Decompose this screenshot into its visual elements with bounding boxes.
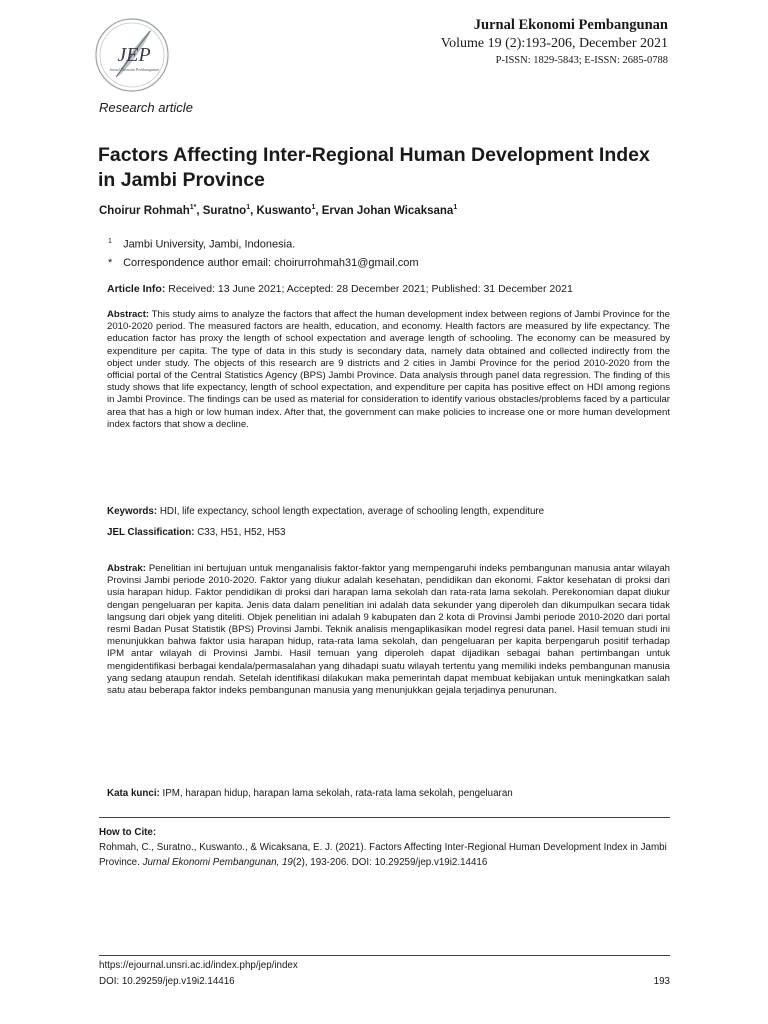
author-affiliation-mark: 1* [189, 204, 197, 211]
jel-classification: JEL Classification: C33, H51, H52, H53 [107, 527, 286, 538]
footer-doi: DOI: 10.29259/jep.v19i2.14416 [99, 976, 235, 987]
citation-text: Rohmah, C., Suratno., Kuswanto., & Wicaksana, E. J. (2021). Factors Affecting Inter-Regional Human Development Index in Jambi Province. Jurnal Ekonomi Pembangunan, 19(2), 193-206. DOI: 10.29259/jep.v19i2.14416 [99, 842, 667, 868]
abstract-indonesian: Abstrak: Penelitian ini bertujuan untuk menganalisis faktor-faktor yang mempengaruhi indeks pembangunan manusia antar wilayah Provinsi Jambi periode 2010-2020. Faktor yang diukur adalah kesehatan, pendidikan dan ekonomi. Faktor kesehatan di proksi dari usia harapan hidup. Faktor pendidikan di proksi dari harapan lama sekolah dan rata-rata lama sekolah. Perekonomian dapat diukur dengan pengeluaran per kapita. Jenis data dalam penelitian ini adalah data sekunder yang diperoleh dan dikumpulkan secara tidak langsung dari objek yang diteliti. Objek penelitian ini adalah 9 kabupaten dan 2 kota di Provinsi Jambi periode 2010-2020 dari portal resmi Badan Pusat Statistik (BPS) Provinsi Jambi. Teknik analisis mengaplikasikan model regresi data panel. Hasil temuan studi ini menunjukkan bahwa faktor usia harapan hidup, rata-rata lama sekolah, dan pengeluaran per kapita berpengaruh positif terhadap IPM antar wilayah di Provinsi Jambi. Hasil temuan yang diperoleh dapat dijadikan sebagai bahan pertimbangan untuk mengidentifikasi berbagai kendala/permasalahan yang dihadapi suatu wilayah tertentu yang memiliki indeks pembangunan manusia yang sedang ataupun rendah. Setelah identifikasi dilakukan maka pemerintah dapat membuat kebijakan untuk meningkatkan salah satu atau beberapa faktor indeks pembangunan manusia yang menunjukkan gejala terjadinya penurunan. [107, 563, 670, 697]
journal-url-link[interactable]: https://ejournal.unsri.ac.id/index.php/jep/index [99, 960, 298, 971]
page-number: 193 [653, 976, 670, 987]
article-title: Factors Affecting Inter-Regional Human Development Index in Jambi Province [98, 144, 650, 191]
author-affiliation-mark: 1 [311, 204, 316, 211]
author-affiliation-mark: 1 [246, 204, 251, 211]
author-affiliation-mark: 1 [453, 204, 458, 211]
svg-text:Jurnal Ekonomi Pembangunan: Jurnal Ekonomi Pembangunan [109, 67, 159, 72]
affiliations [108, 233, 419, 272]
author-name: Choirur Rohmah [99, 204, 190, 217]
journal-name: Jurnal Ekonomi Pembangunan [473, 17, 668, 33]
article-info: Article Info: Received: 13 June 2021; Accepted: 28 December 2021; Published: 31 December 2021 [107, 283, 573, 295]
how-to-cite-heading: How to Cite: [99, 827, 157, 838]
author-list: Choirur Rohmah$^{1*}$, Suratno$^1$, Kuswanto$^1$, Ervan Johan Wicaksana$^1$ [99, 204, 458, 217]
feather-logo-icon [94, 17, 170, 93]
correspondence-line: * Correspondence author email: choirurrohmah31@gmail.com [108, 256, 419, 269]
journal-volume: Volume 19 (2):193-206, December 2021 [440, 36, 668, 51]
journal-header [441, 16, 668, 68]
keywords: Keywords: HDI, life expectancy, school length expectation, average of schooling length, expenditure [107, 506, 545, 517]
journal-issn: P-ISSN: 1829-5843; E-ISSN: 2685-0788 [495, 55, 668, 66]
abstract-english: Abstract: This study aims to analyze the factors that affect the human development index between regions of Jambi Province for the 2010-2020 period. The measured factors are health, education, and economy. Health factors are measured by life expectancy. The education factor has proxy the length of school expectation and average length of schooling. The economy can be measured by expenditure per capita. The type of data in this study is secondary data, namely data obtained and collected indirectly from the object under study. The objects of this research are 9 districts and 2 cities in Jambi Province for the period 2010-2020 from the official portal of the Central Statistics Agency (BPS) Jambi Province. Data analysis through panel data regression. The finding of this study shows that life expectancy, length of school expectation, and expenditure per capita has positive effect on HDI among regions in Jambi Province. The findings can be used as material for consideration to identify various obstacles/problems faced by a particular area that has a high or low human index. After that, the government can make policies to increase one or more human development index factors that show a decline. [107, 309, 670, 430]
journal-logo [94, 17, 170, 93]
affiliation-line: $^1$ Jambi University, Jambi, Indonesia. [108, 238, 296, 251]
kata-kunci: Kata kunci: IPM, harapan hidup, harapan lama sekolah, rata-rata lama sekolah, pengeluaran [107, 788, 513, 799]
author-name: Suratno [202, 204, 247, 217]
author-name: Kuswanto [256, 204, 312, 217]
footer-divider [99, 955, 670, 956]
page-footer [99, 958, 670, 990]
author-name: Ervan Johan Wicaksana [321, 204, 454, 217]
article-type: Research article [99, 100, 193, 115]
svg-text:JEP: JEP [117, 44, 151, 66]
how-to-cite [99, 817, 670, 870]
